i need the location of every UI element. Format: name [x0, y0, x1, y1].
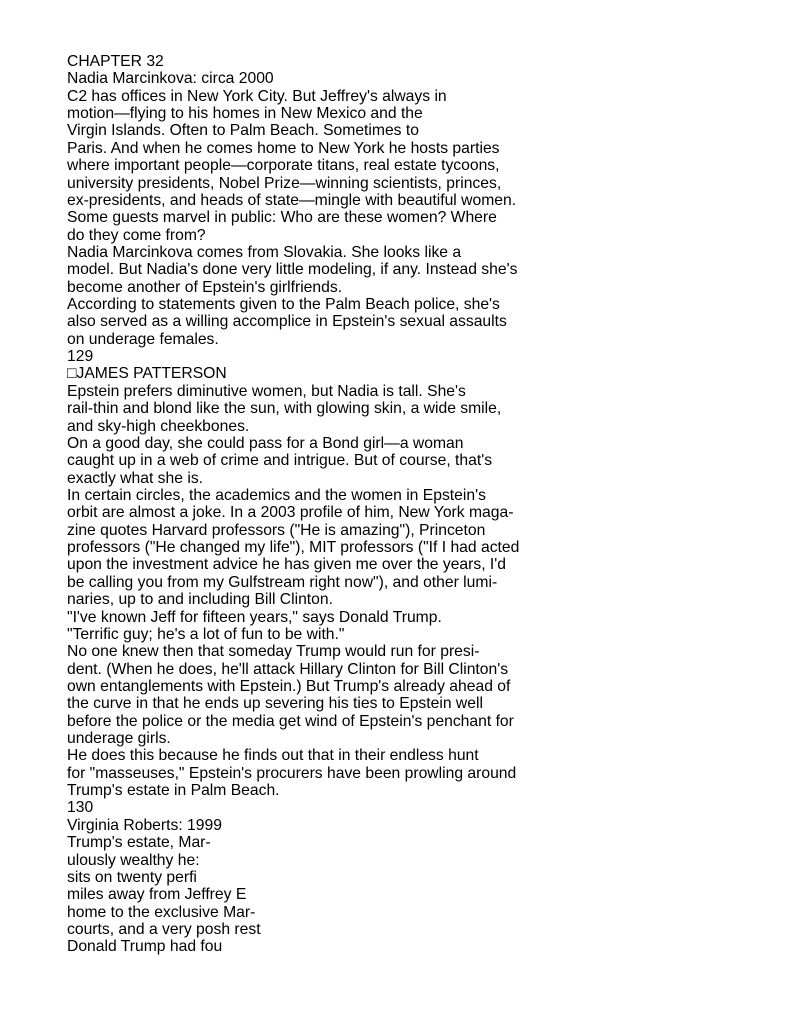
- text-line: dent. (When he does, he'll attack Hillary Clinton for Bill Clinton's: [67, 660, 509, 678]
- text-line: for "masseuses," Epstein's procurers have been prowling around: [67, 764, 517, 782]
- text-line: university presidents, Nobel Prize—winning scientists, princes,: [67, 174, 502, 192]
- text-line: underage girls.: [67, 730, 171, 748]
- text-line: Epstein prefers diminutive women, but Nadia is tall. She's: [67, 382, 466, 400]
- text-line: courts, and a very posh rest: [67, 920, 261, 938]
- text-line: professors ("He changed my life"), MIT professors ("If I had acted: [67, 539, 520, 557]
- text-line: No one knew then that someday Trump would run for presi-: [67, 643, 480, 661]
- text-line: Some guests marvel in public: Who are these women? Where: [67, 209, 497, 227]
- text-line: upon the investment advice he has given me over the years, I'd: [67, 556, 507, 574]
- text-line: exactly what she is.: [67, 469, 204, 487]
- text-line: CHAPTER 32: [67, 53, 164, 70]
- text-line: motion—flying to his homes in New Mexico and the: [67, 105, 423, 123]
- text-line: Nadia Marcinkova comes from Slovakia. She looks like a: [67, 243, 462, 261]
- text-line: caught up in a web of crime and intrigue. But of course, that's: [67, 452, 493, 470]
- text-line: be calling you from my Gulfstream right now"), and other lumi-: [67, 573, 498, 591]
- text-line: become another of Epstein's girlfriends.: [67, 278, 343, 296]
- text-line: on underage females.: [67, 330, 219, 348]
- text-line: 130: [67, 799, 94, 817]
- text-line: orbit are almost a joke. In a 2003 profile of him, New York maga-: [67, 504, 514, 522]
- text-line: Trump's estate in Palm Beach.: [67, 782, 280, 800]
- text-line: In certain circles, the academics and the women in Epstein's: [67, 486, 486, 504]
- text-line: own entanglements with Epstein.) But Trump's already ahead of: [67, 677, 511, 695]
- text-line: where important people—corporate titans, real estate tycoons,: [67, 157, 500, 175]
- text-line: model. But Nadia's done very little modeling, if any. Instead she's: [67, 261, 518, 279]
- text-line: On a good day, she could pass for a Bond girl—a woman: [67, 434, 464, 452]
- text-line: do they come from?: [67, 226, 206, 244]
- text-line: sits on twenty perfi: [67, 868, 197, 886]
- text-line: Donald Trump had fou: [67, 938, 223, 956]
- text-line: home to the exclusive Mar-: [67, 903, 256, 921]
- text-line: "Terrific guy; he's a lot of fun to be with.": [67, 625, 345, 643]
- text-line: Virgin Islands. Often to Palm Beach. Sometimes to: [67, 122, 419, 140]
- text-line: Paris. And when he comes home to New York he hosts parties: [67, 139, 500, 157]
- text-line: Virginia Roberts: 1999: [67, 816, 222, 834]
- text-line: before the police or the media get wind of Epstein's penchant for: [67, 712, 514, 730]
- text-line: miles away from Jeffrey E: [67, 886, 247, 904]
- text-line: □JAMES PATTERSON: [67, 365, 227, 383]
- text-line: the curve in that he ends up severing his ties to Epstein well: [67, 695, 483, 713]
- text-line: naries, up to and including Bill Clinton.: [67, 591, 333, 609]
- text-line: ex-presidents, and heads of state—mingle with beautiful women.: [67, 191, 517, 209]
- text-line: He does this because he finds out that in their endless hunt: [67, 747, 479, 765]
- text-line: rail-thin and blond like the sun, with glowing skin, a wide smile,: [67, 400, 502, 418]
- text-line: zine quotes Harvard professors ("He is amazing"), Princeton: [67, 521, 486, 539]
- text-line: C2 has offices in New York City. But Jeffrey's always in: [67, 87, 447, 105]
- text-line: and sky-high cheekbones.: [67, 417, 250, 435]
- text-line: Nadia Marcinkova: circa 2000: [67, 70, 274, 88]
- text-line: According to statements given to the Palm Beach police, she's: [67, 296, 500, 314]
- text-line: 129: [67, 348, 94, 366]
- page-text: [67, 53, 587, 956]
- text-line: also served as a willing accomplice in Epstein's sexual assaults: [67, 313, 507, 331]
- text-line: ulously wealthy he:: [67, 851, 200, 869]
- text-line: "I've known Jeff for fifteen years," says Donald Trump.: [67, 608, 442, 626]
- text-line: Trump's estate, Mar-: [67, 834, 211, 852]
